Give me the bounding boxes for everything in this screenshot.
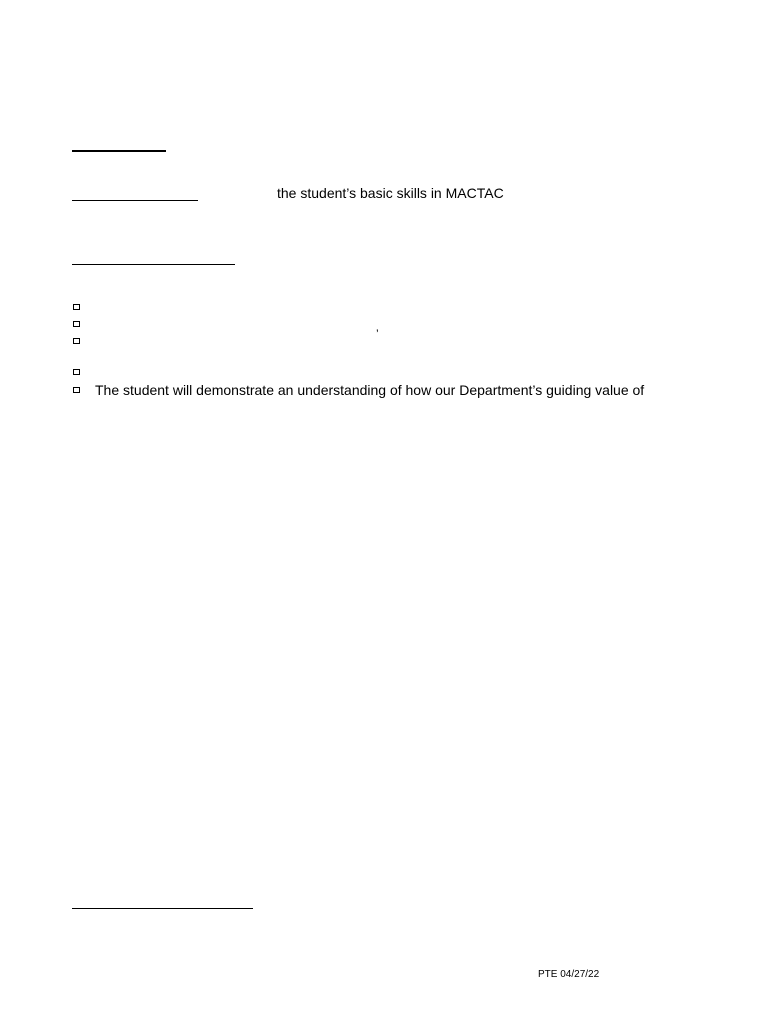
stray-apostrophe: ’ (376, 327, 379, 341)
purpose-label-underline (72, 200, 198, 201)
checkbox-bullet-icon (73, 387, 80, 393)
heading-underline (72, 150, 166, 152)
checkbox-bullet-icon (73, 304, 80, 310)
footer-code: PTE 04/27/22 (538, 969, 600, 980)
signature-line (72, 908, 253, 909)
checkbox-bullet-icon (73, 369, 80, 375)
objective-item-text: The student will demonstrate an understanding of how our Department’s guiding value of (95, 382, 645, 398)
purpose-text: the student’s basic skills in MACTAC (277, 185, 504, 201)
objectives-label-underline (72, 264, 235, 265)
checkbox-bullet-icon (73, 321, 80, 327)
checkbox-bullet-icon (73, 338, 80, 344)
